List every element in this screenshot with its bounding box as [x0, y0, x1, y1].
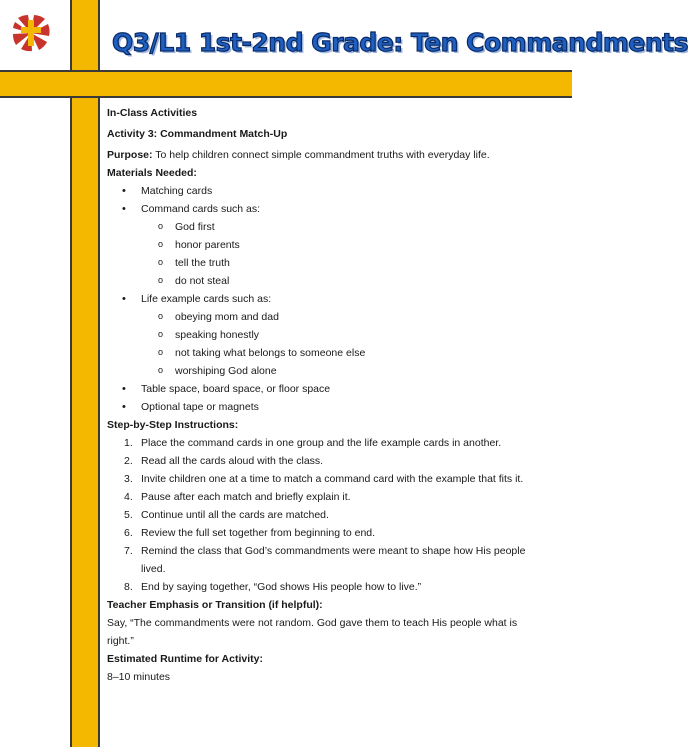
purpose-paragraph	[107, 146, 537, 164]
purpose-text: To help children connect simple commandment truths with everyday life.	[152, 149, 490, 161]
materials-subitem: o obeying mom and dad	[141, 308, 537, 326]
section-heading: In-Class Activities	[107, 107, 198, 119]
materials-item-text: Command cards such as:	[141, 203, 261, 215]
purpose-label: Purpose:	[107, 149, 153, 161]
step-text: End by saying together, “God shows His people how to live.”	[141, 581, 422, 593]
materials-item-text: Optional tape or magnets	[141, 401, 259, 413]
step-text: Invite children one at a time to match a command card with the example that fits it.	[141, 473, 524, 485]
step-number: 4.	[124, 491, 133, 503]
materials-list-item	[107, 398, 537, 416]
runtime-heading: Estimated Runtime for Activity:	[107, 653, 263, 665]
step-text: Continue until all the cards are matched.	[141, 509, 329, 521]
step-item	[107, 452, 537, 470]
step-item	[107, 488, 537, 506]
step-item	[107, 434, 537, 452]
materials-subitem: o speaking honestly	[141, 326, 537, 344]
step-number: 7.	[124, 545, 133, 557]
runtime-text: 8–10 minutes	[107, 671, 171, 683]
step-number: 3.	[124, 473, 133, 485]
church-cross-logo-icon	[12, 14, 50, 52]
step-item	[107, 578, 537, 596]
materials-subitem: o do not steal	[141, 272, 537, 290]
steps-heading: Step-by-Step Instructions:	[107, 419, 239, 431]
materials-list	[107, 182, 537, 416]
materials-subitem: o tell the truth	[141, 254, 537, 272]
materials-list-item	[107, 200, 537, 290]
step-text: Pause after each match and briefly explain it.	[141, 491, 351, 503]
materials-subitem: o worshiping God alone	[141, 362, 537, 380]
step-item	[107, 506, 537, 524]
materials-subitem: o God first	[141, 218, 537, 236]
cross-vertical-beam	[70, 0, 100, 747]
step-text: Read all the cards aloud with the class.	[141, 455, 324, 467]
step-item	[107, 470, 537, 488]
step-number: 5.	[124, 509, 133, 521]
materials-list-item	[107, 380, 537, 398]
step-item	[107, 524, 537, 542]
materials-sublist	[141, 218, 537, 290]
step-text: Remind the class that God’s commandments were meant to shape how His people lived.	[141, 545, 526, 575]
emphasis-heading: Teacher Emphasis or Transition (if helpful):	[107, 599, 323, 611]
materials-item-text: Matching cards	[141, 185, 213, 197]
materials-sublist	[141, 308, 537, 380]
steps-list	[107, 434, 537, 596]
materials-heading: Materials Needed:	[107, 167, 197, 179]
page-title: Q3/L1 1st-2nd Grade: Ten Commandments	[112, 28, 688, 57]
emphasis-text: Say, “The commandments were not random. God gave them to teach His people what is right.”	[107, 617, 518, 647]
materials-list-item	[107, 182, 537, 200]
materials-list-item	[107, 290, 537, 380]
document-body	[107, 104, 537, 686]
step-number: 2.	[124, 455, 133, 467]
step-number: 1.	[124, 437, 133, 449]
step-text: Review the full set together from beginning to end.	[141, 527, 376, 539]
activity-title: Activity 3: Commandment Match-Up	[107, 128, 288, 140]
materials-item-text: Life example cards such as:	[141, 293, 272, 305]
materials-item-text: Table space, board space, or floor space	[141, 383, 331, 395]
materials-subitem: o honor parents	[141, 236, 537, 254]
step-number: 6.	[124, 527, 133, 539]
materials-subitem: o not taking what belongs to someone else	[141, 344, 537, 362]
step-number: 8.	[124, 581, 133, 593]
step-text: Place the command cards in one group and the life example cards in another.	[141, 437, 502, 449]
step-item	[107, 542, 537, 578]
cross-center	[72, 72, 98, 96]
